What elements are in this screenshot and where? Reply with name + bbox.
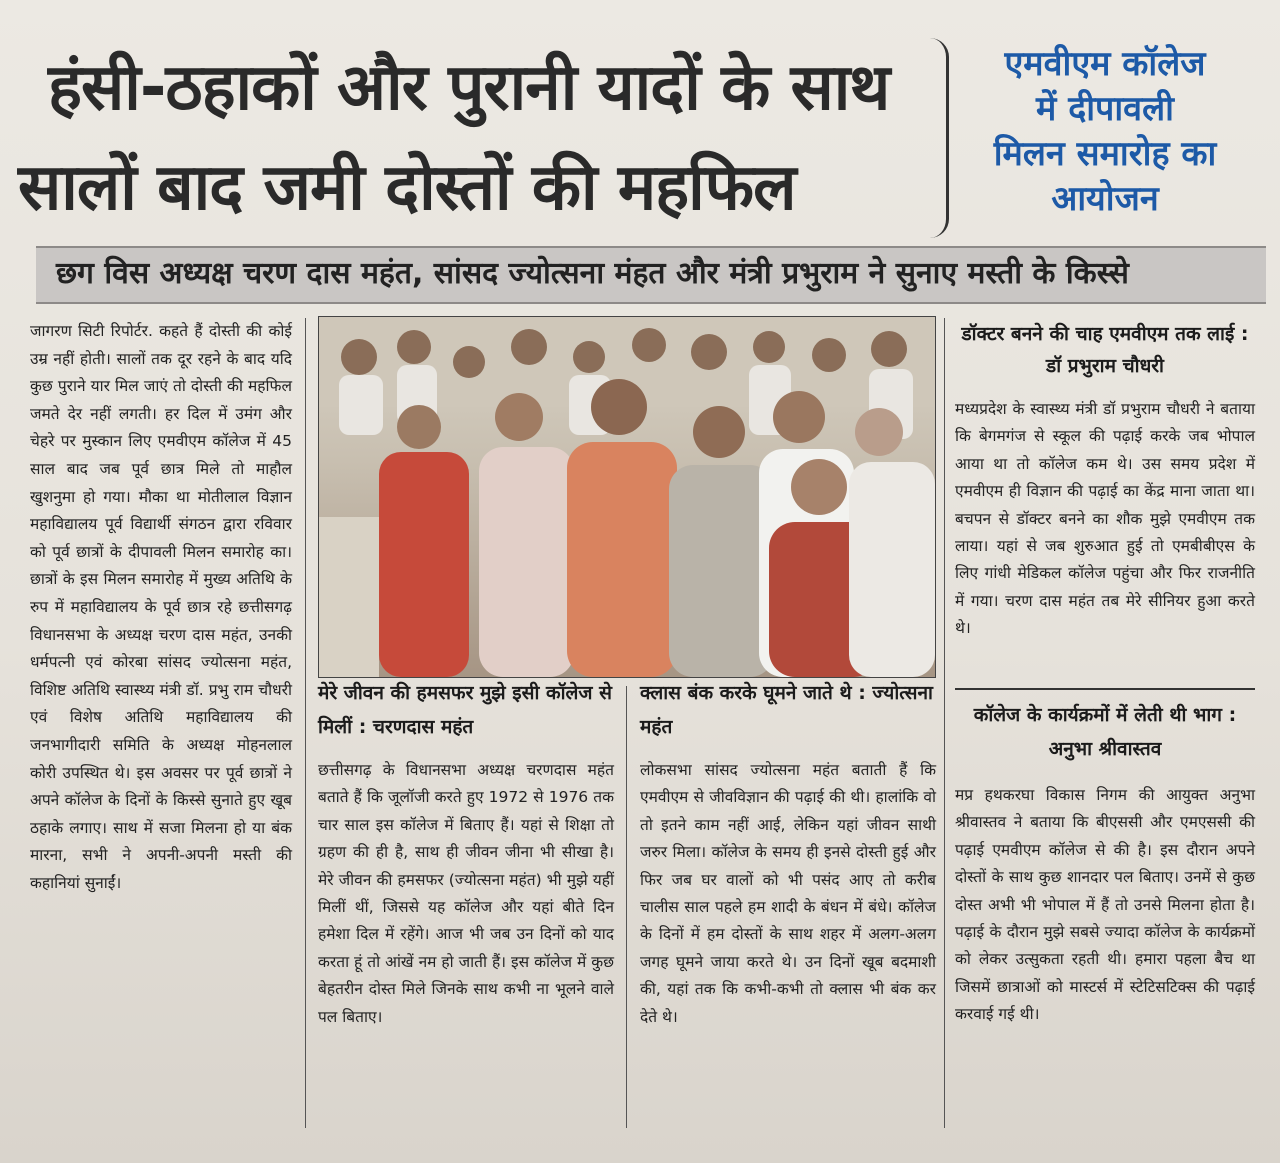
main-story	[30, 318, 292, 1128]
story-text-chaudhary: मध्यप्रदेश के स्वास्थ्य मंत्री डॉ प्रभुराम चौधरी ने बताया कि बेगमगंज से स्कूल की पढ़ाई करके जब भोपाल आया था तो कॉलेज कम थे। उस समय प्रदेश में एमवीएम ही विज्ञान की पढ़ाई का केंद्र माना जाता था। बचपन से डॉक्टर बनने का शौक मुझे एमवीएम तक लाया। यहां से जब शुरुआत हुई तो एमबीबीएस के लिए गांधी मेडिकल कॉलेज पहुंचा और फिर राजनीति में गया। चरण दास महंत तब मेरे सीनियर हुआ करते थे।	[955, 400, 1255, 638]
side-headline	[955, 42, 1255, 238]
story-heading-jyotsna: क्लास बंक करके घूमने जाते थे : ज्योत्सना महंत	[640, 682, 933, 738]
story-text-jyotsna: लोकसभा सांसद ज्योत्सना महंत बताती हैं कि एमवीएम से जीवविज्ञान की पढ़ाई की थी। हालांकि वो तो इतने काम नहीं आई, लेकिन यहां जीवन साथी जरुर मिला। कॉलेज के समय ही इनसे दोस्ती हुई और फिर जब घर वालों को भी पसंद आए तो करीब चालीस साल पहले हम शादी के बंधन में बंधे। कॉलेज के दिनों में हम दोस्तों के साथ शहर में अलग-अलग जगह घूमने जाया करते थे। उन दिनों खूब बदमाशी की, यहां तक कि कभी-कभी तो क्लास भी बंक कर देते थे।	[640, 761, 936, 1026]
side-headline-line: मिलन समारोह का	[993, 134, 1217, 174]
story-text-mahant: छत्तीसगढ़ के विधानसभा अध्यक्ष चरणदास महंत बताते हैं कि जूलॉजी करते हुए 1972 से 1976 तक चार साल इस कॉलेज में बिताए हैं। यहां से शिक्षा तो ग्रहण की ही है, साथ ही जीवन जीना भी सीखा है। मेरे जीवन की हमसफर (ज्योत्सना महंत) भी मुझे यहीं मिलीं थीं, जिससे यह कॉलेज और यहां बीते दिन हमेशा दिल में रहेंगे। आज भी जब उन दिनों को याद करता हूं तो आंखें नम हो जाती हैं। इस कॉलेज में कुछ बेहतरीन दोस्त मिले जिनके साथ कभी ना भूलने वाले पल बिताए।	[318, 761, 614, 1026]
event-photo-crowd	[319, 317, 935, 677]
side-headline-line: आयोजन	[1051, 179, 1159, 219]
story-text-anubha: मप्र हथकरघा विकास निगम की आयुक्त अनुभा श्रीवास्तव ने बताया कि बीएससी और एमएससी की पढ़ाई एमवीएम कॉलेज से की है। इस दौरान अपने दोस्तों के साथ कुछ शानदार पल बिताए। उनमें से कुछ दोस्त अभी भी भोपाल में हैं तो उनसे मिलना होता है। पढ़ाई के दौरान मुझे सबसे ज्यादा कॉलेज के कार्यक्रमों को लेकर उत्सुकता रहती थी। हमारा पहला बैच था जिसमें छात्राओं को मास्टर्स में स्टेटिसटिक्स की पढ़ाई करवाई गई थी।	[955, 786, 1255, 1024]
headline-brace	[930, 38, 949, 238]
headline-line-1: हंसी-ठहाकों और पुरानी यादों के साथ	[48, 51, 890, 125]
side-headline-line: में दीपावली	[1036, 89, 1174, 129]
story-heading-chaudhary: डॉक्टर बनने की चाह एमवीएम तक लाई : डॉ प्रभुराम चौधरी	[961, 323, 1249, 377]
side-headline-line: एमवीएम कॉलेज	[1004, 44, 1206, 84]
event-photo	[318, 316, 936, 678]
story-heading-anubha: कॉलेज के कार्यक्रमों में लेती थी भाग : अनुभा श्रीवास्तव	[973, 704, 1237, 760]
column-rule	[944, 318, 945, 1128]
main-story-text: जागरण सिटी रिपोर्टर. कहते हैं दोस्ती की कोई उम्र नहीं होती। सालों तक दूर रहने के बाद यदि कुछ पुराने यार मिल जाएं तो दोस्ती की महफिल जमते देर नहीं लगती। हर दिल में उमंग और चेहरे पर मुस्कान लिए एमवीएम कॉलेज में 45 साल बाद जब पूर्व छात्र मिले तो माहौल खुशनुमा हो गया। मौका था मोतीलाल विज्ञान महाविद्यालय पूर्व विद्यार्थी संगठन द्वारा रविवार को पूर्व छात्रों के दीपावली मिलन समारोह का। छात्रों के इस मिलन समारोह में मुख्य अतिथि के रुप में महाविद्यालय के पूर्व छात्र रहे छत्तीसगढ़ विधानसभा के अध्यक्ष चरण दास महंत, उनकी धर्मपत्नी एवं कोरबा सांसद ज्योत्सना महंत, विशिष्ट अतिथि स्वास्थ्य मंत्री डॉ. प्रभु राम चौधरी एवं विशेष अतिथि महाविद्यालय की जनभागीदारी समिति के अध्यक्ष मोहनलाल कोरी उपस्थित थे। इस अवसर पर पूर्व छात्रों ने अपने कॉलेज के दिनों के किस्से सुनाते हुए खूब ठहाके लगाए। साथ में सजा मिलना हो या बंक मारना, सभी ने अपनी-अपनी मस्ती की कहानियां सुनाईं।	[30, 322, 292, 892]
main-headline	[18, 40, 938, 240]
headline-line-2: सालों बाद जमी दोस्तों की महफिल	[18, 151, 796, 225]
subheadline: छग विस अध्यक्ष चरण दास महंत, सांसद ज्योत्सना मंहत और मंत्री प्रभुराम ने सुनाए मस्ती के किस्से	[56, 256, 1129, 291]
column-rule	[626, 686, 627, 1128]
story-heading-mahant: मेरे जीवन की हमसफर मुझे इसी कॉलेज से मिलीं : चरणदास महंत	[318, 682, 612, 738]
subheadline-band	[36, 246, 1266, 304]
column-rule	[305, 318, 306, 1128]
section-rule	[955, 688, 1255, 690]
